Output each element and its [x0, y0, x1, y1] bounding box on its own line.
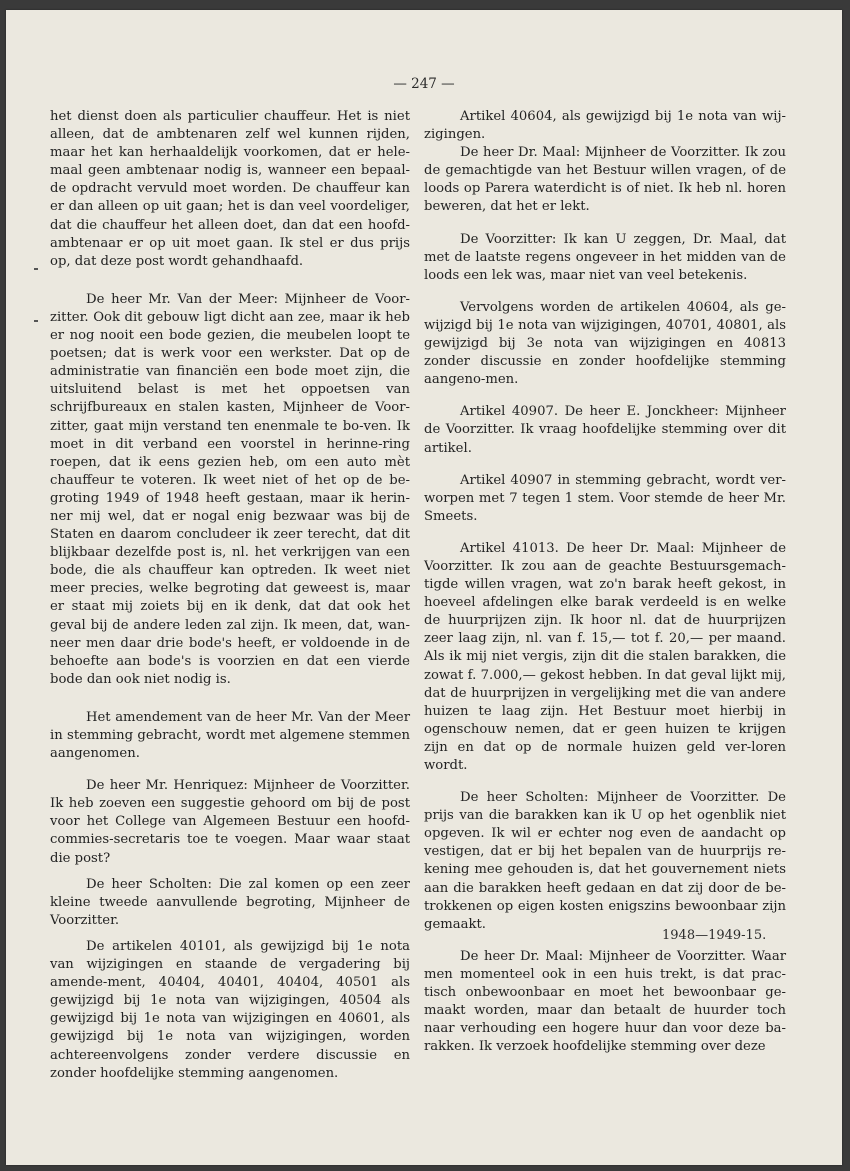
paragraph: De heer Mr. Henriquez: Mijnheer de Voorzitter. Ik heb zoeven een suggestie gehoord om bij de post voor het College van Algemeen Bestuur een hoofd-commies-secretaris toe te voegen. Maar waar staat die post?: [50, 778, 410, 866]
margin-mark: [34, 268, 38, 270]
paragraph: Het amendement van de heer Mr. Van der Meer in stemming gebracht, wordt met algemene stemmen aangenomen.: [50, 709, 410, 762]
paragraph: De heer Dr. Maal: Mijnheer de Voorzitter. Ik zou de gemachtigde van het Bestuur willen vragen, of de loods op Parera waterdicht is of niet. Ik heb nl. horen beweren, dat het er lekt.: [424, 145, 786, 215]
paragraph: Artikel 40907. De heer E. Jonckheer: Mijnheer de Voorzitter. Ik vraag hoofdelijke stemming over dit artikel.: [424, 404, 786, 456]
margin-mark: [34, 320, 38, 322]
paragraph: Artikel 41013. De heer Dr. Maal: Mijnheer de Voorzitter. Ik zou aan de geachte Bestuursgemach-tigde willen vragen, wat zo'n barak heeft gekost, in hoeveel afdelingen elke barak verdeeld is en welke de huurprijzen zijn. Ik hoor nl. dat de huurprijzen zeer laag zijn, nl. van f. 15,— tot f. 20,— per maand. Als ik mij niet vergis, zijn dit die stalen barakken, die zowat f. 7.000,— gekost hebben. In dat geval lijkt mij, dat de huurprijzen in vergelijking met die van andere huizen te laag zijn. Het Bestuur moet hierbij in ogenschouw nemen, dat er geen huizen te krijgen zijn en dat op de normale huizen geld ver-loren wordt.: [424, 540, 786, 773]
paragraph: het dienst doen als particulier chauffeur. Het is niet alleen, dat de ambtenaren zelf wel kunnen rijden, maar het kan herhaaldelijk voorkomen, dat er hele-maal geen ambtenaar nodig is, wanneer een bepaal-de opdracht vervuld moet worden. De chauffeur kan er dan alleen op uit gaan; het is dan veel voordeliger, dat die chauffeur het alleen doet, dan dat een hoofd-ambtenaar er op uit moet gaan. Ik stel er dus prijs op, dat deze post wordt gehandhaafd.: [50, 109, 410, 269]
paragraph: Artikel 40604, als gewijzigd bij 1e nota van wij-zigingen.: [424, 109, 786, 143]
page-number: — 247 —: [393, 76, 455, 92]
paragraph: De heer Scholten: Die zal komen op een zeer kleine tweede aanvullende begroting, Mijnheer de Voorzitter.: [50, 876, 410, 928]
paragraph: De heer Scholten: Mijnheer de Voorzitter. De prijs van die barakken kan ik U op het ogenblik niet opgeven. Ik wil er echter nog even de aandacht op vestigen, dat er bij het bepalen van de huurprijs re-kening mee gehouden is, dat het gouvernement niets aan die barakken heeft gedaan en dat zij door de be-trokkenen op eigen kosten enigszins bewoonbaar zijn gemaakt.: [424, 790, 786, 932]
document-page: [6, 10, 842, 1165]
paragraph: De artikelen 40101, als gewijzigd bij 1e nota van wijzigingen en staande de vergadering bij amende-ment, 40404, 40401, 40404, 40501 als gewijzigd bij 1e nota van wijzigingen, 40504 als gewijzigd bij 1e nota van wijzigingen en 40601, als gewijzigd bij 1e nota van wijzigingen, worden achtereenvolgens zonder verdere discussie en zonder hoofdelijke stemming aangenomen.: [50, 938, 410, 1081]
paragraph: Artikel 40907 in stemming gebracht, wordt ver-worpen met 7 tegen 1 stem. Voor stemde de heer Mr. Smeets.: [424, 472, 786, 524]
paragraph: Vervolgens worden de artikelen 40604, als ge-wijzigd bij 1e nota van wijzigingen, 40701, 40801, als gewijzigd bij 3e nota van wijzigingen en 40813 zonder discussie en zonder hoofdelijke stemming aangeno-men.: [424, 299, 786, 388]
page-footer: 1948—1949-15.: [662, 928, 767, 943]
paragraph: De Voorzitter: Ik kan U zeggen, Dr. Maal, dat met de laatste regens ongeveer in het midden van de loods een lek was, maar niet van veel betekenis.: [424, 231, 786, 283]
paragraph: De heer Mr. Van der Meer: Mijnheer de Voor-zitter. Ook dit gebouw ligt dicht aan zee, maar ik heb er nog nooit een bode gezien, die meubelen loopt te poetsen; dat is werk voor een werkster. Dat op de administratie van financiën een bode moet zijn, die uitsluitend belast is met het oppoetsen van schrijfbureaux en stalen kasten, Mijnheer de Voor-zitter, gaat mijn verstand ten enenmale te bo-ven. Ik moet in dit verband een voorstel in herinne-ring roepen, dat ik eens gezien heb, om een auto mèt chauffeur te voteren. Ik weet niet of het op de be-groting 1949 of 1948 heeft gestaan, maar ik herin-ner mij wel, dat er nogal enig bezwaar was bij de Staten en daarom concludeer ik zeer terecht, dat dit blijkbaar dezelfde post is, nl. het verkrijgen van een bode, die als chauffeur kan optreden. Ik weet niet meer precies, welke begroting dat geweest is, maar er staat mij zoiets bij en ik denk, dat dat ook het geval bij de andere leden zal zijn. Ik meen, dat, wan-neer men daar drie bode's heeft, er voldoende in de behoefte aan bode's is voorzien en dat een vierde bode dan ook niet nodig is.: [50, 291, 410, 687]
paragraph: De heer Dr. Maal: Mijnheer de Voorzitter. Waar men momenteel ook in een huis trekt, is dat prac-tisch onbewoonbaar en moet het bewoonbaar ge-maakt worden, maar dan betaalt de huurder toch naar verhouding een hogere huur dan voor deze ba-rakken. Ik verzoek hoofdelijke stemming over deze: [424, 948, 786, 1055]
right-column: [424, 108, 786, 1056]
left-column: [50, 108, 410, 1083]
